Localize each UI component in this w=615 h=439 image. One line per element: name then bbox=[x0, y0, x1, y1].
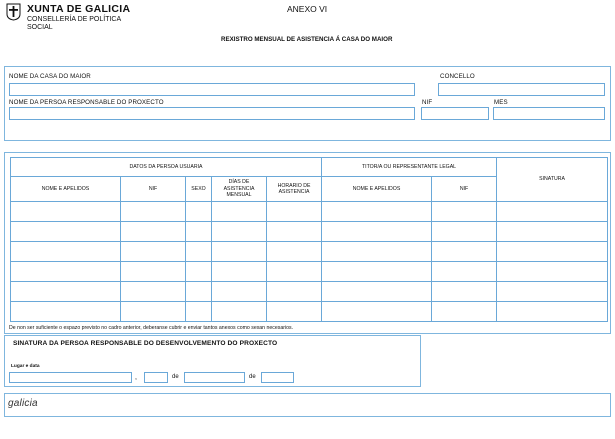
table-cell[interactable] bbox=[212, 242, 267, 262]
table-cell[interactable] bbox=[322, 202, 432, 222]
table-row bbox=[11, 242, 608, 262]
org-subtitle: CONSELLERÍA DE POLÍTICA SOCIAL bbox=[27, 16, 121, 31]
table-footnote: De non ser suficiente o espazo previsto no cadro anterior, deberanse cubrir e enviar tantos anexos como sexan necesarios. bbox=[9, 325, 294, 331]
table-cell[interactable] bbox=[322, 242, 432, 262]
column-header-tutor-name: NOME E APELIDOS bbox=[322, 177, 432, 202]
table-cell[interactable] bbox=[212, 222, 267, 242]
footer-band bbox=[4, 393, 611, 417]
table-cell[interactable] bbox=[432, 302, 497, 322]
attendance-table bbox=[10, 157, 608, 322]
table-cell[interactable] bbox=[121, 282, 186, 302]
table-cell[interactable] bbox=[267, 282, 322, 302]
table-cell[interactable] bbox=[497, 282, 608, 302]
comma-separator: , bbox=[135, 374, 137, 381]
table-cell[interactable] bbox=[186, 282, 212, 302]
group-header-user: DATOS DA PERSOA USUARIA bbox=[11, 158, 322, 177]
table-cell[interactable] bbox=[121, 222, 186, 242]
casa-label: NOME DA CASA DO MAIOR bbox=[9, 73, 91, 80]
concello-label: CONCELLO bbox=[440, 73, 475, 80]
table-cell[interactable] bbox=[497, 202, 608, 222]
table-cell[interactable] bbox=[11, 282, 121, 302]
table-cell[interactable] bbox=[11, 242, 121, 262]
table-cell[interactable] bbox=[497, 262, 608, 282]
signature-title: SINATURA DA PERSOA RESPONSABLE DO DESENVOLVEMENTO DO PROXECTO bbox=[13, 340, 278, 347]
year-field[interactable] bbox=[261, 372, 294, 383]
responsable-field[interactable] bbox=[9, 107, 415, 120]
table-cell[interactable] bbox=[432, 282, 497, 302]
table-row bbox=[11, 202, 608, 222]
concello-field[interactable] bbox=[438, 83, 605, 96]
table-cell[interactable] bbox=[121, 202, 186, 222]
table-row bbox=[11, 302, 608, 322]
table-cell[interactable] bbox=[322, 282, 432, 302]
mes-field[interactable] bbox=[493, 107, 605, 120]
table-cell[interactable] bbox=[212, 202, 267, 222]
table-cell[interactable] bbox=[11, 222, 121, 242]
nif-label: NIF bbox=[422, 99, 433, 106]
annex-label: ANEXO VI bbox=[287, 4, 328, 14]
month-field[interactable] bbox=[184, 372, 245, 383]
table-row bbox=[11, 262, 608, 282]
table-row bbox=[11, 282, 608, 302]
column-header-firma: SINATURA bbox=[497, 158, 608, 202]
table-cell[interactable] bbox=[267, 222, 322, 242]
xunta-crest-icon bbox=[6, 3, 21, 21]
table-cell[interactable] bbox=[11, 302, 121, 322]
table-cell[interactable] bbox=[267, 302, 322, 322]
table-cell[interactable] bbox=[322, 222, 432, 242]
table-cell[interactable] bbox=[212, 302, 267, 322]
table-cell[interactable] bbox=[212, 262, 267, 282]
day-field[interactable] bbox=[144, 372, 168, 383]
document-title: REXISTRO MENSUAL DE ASISTENCIA Á CASA DO MAIOR bbox=[221, 36, 393, 43]
galicia-logo: galicia bbox=[8, 398, 38, 409]
table-cell[interactable] bbox=[186, 262, 212, 282]
table-cell[interactable] bbox=[186, 202, 212, 222]
mes-label: MES bbox=[494, 99, 508, 106]
table-cell[interactable] bbox=[267, 202, 322, 222]
table-cell[interactable] bbox=[432, 222, 497, 242]
table-cell[interactable] bbox=[267, 262, 322, 282]
table-row bbox=[11, 222, 608, 242]
de-separator-2: de bbox=[249, 374, 256, 380]
table-cell[interactable] bbox=[121, 262, 186, 282]
table-cell[interactable] bbox=[121, 302, 186, 322]
place-field[interactable] bbox=[9, 372, 132, 383]
column-header-dias: DÍAS DE ASISTENCIA MENSUAL bbox=[212, 177, 267, 202]
table-cell[interactable] bbox=[322, 262, 432, 282]
column-header-user-nif: NIF bbox=[121, 177, 186, 202]
group-header-tutor: TITOR/A OU REPRESENTANTE LEGAL bbox=[322, 158, 497, 177]
place-date-label: Lugar e data bbox=[11, 364, 40, 369]
table-cell[interactable] bbox=[432, 202, 497, 222]
table-cell[interactable] bbox=[186, 302, 212, 322]
table-cell[interactable] bbox=[121, 242, 186, 262]
table-cell[interactable] bbox=[497, 302, 608, 322]
table-cell[interactable] bbox=[497, 242, 608, 262]
responsable-label: NOME DA PERSOA RESPONSABLE DO PROXECTO bbox=[9, 99, 164, 106]
table-cell[interactable] bbox=[11, 202, 121, 222]
table-cell[interactable] bbox=[186, 242, 212, 262]
casa-field[interactable] bbox=[9, 83, 415, 96]
table-cell[interactable] bbox=[497, 222, 608, 242]
column-header-sexo: SEXO bbox=[186, 177, 212, 202]
table-cell[interactable] bbox=[212, 282, 267, 302]
table-cell[interactable] bbox=[432, 242, 497, 262]
column-header-user-name: NOME E APELIDOS bbox=[11, 177, 121, 202]
table-cell[interactable] bbox=[11, 262, 121, 282]
table-cell[interactable] bbox=[267, 242, 322, 262]
nif-field[interactable] bbox=[421, 107, 489, 120]
table-cell[interactable] bbox=[432, 262, 497, 282]
de-separator-1: de bbox=[172, 374, 179, 380]
column-header-horario: HORARIO DE ASISTENCIA bbox=[267, 177, 322, 202]
table-cell[interactable] bbox=[186, 222, 212, 242]
org-title: XUNTA DE GALICIA bbox=[27, 3, 131, 15]
table-cell[interactable] bbox=[322, 302, 432, 322]
column-header-tutor-nif: NIF bbox=[432, 177, 497, 202]
